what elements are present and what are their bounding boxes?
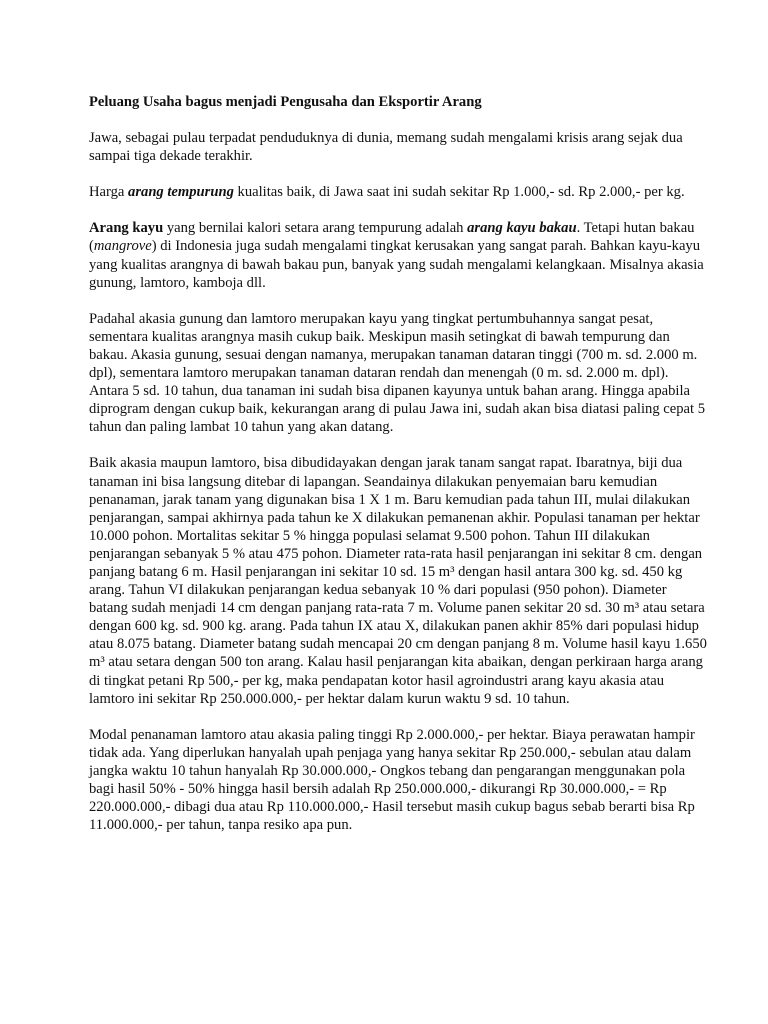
p2-emphasis-arang-tempurung: arang tempurung [128, 184, 234, 201]
paragraph-3 [89, 219, 709, 291]
p3-emphasis-mangrove: mangrove [93, 238, 152, 255]
paragraph-2 [89, 183, 709, 201]
document-page [89, 93, 709, 852]
paragraph-5: Baik akasia maupun lamtoro, bisa dibudidayakan dengan jarak tanam sangat rapat. Ibaratnya, biji dua tanaman ini bisa langsung ditebar di lapangan. Seandainya dilakukan penyemaian baru kemudian penanaman, jarak tanam yang digunakan bisa 1 X 1 m. Baru kemudian pada tahun III, mulai dilakukan penjarangan, sampai akhirnya pada tahun ke X dilakukan pemanenan akhir. Populasi tanaman per hektar 10.000 pohon. Mortalitas sekitar 5 % hingga populasi selamat 9.500 pohon. Tahun III dilakukan penjarangan sebanyak 5 % atau 475 pohon. Diameter rata-rata hasil penjarangan ini sekitar 8 cm. dengan panjang batang 6 m. Hasil penjarangan ini sekitar 10 sd. 15 m³ dengan hasil antara 300 kg. sd. 450 kg arang. Tahun VI dilakukan penjarangan kedua sebanyak 10 % dari populasi (950 pohon). Diameter batang sudah menjadi 14 cm dengan panjang rata-rata 7 m. Volume panen sekitar 20 sd. 30 m³ atau setara dengan 600 kg. sd. 900 kg. arang. Pada tahun IX atau X, dilakukan panen akhir 85% dari populasi hidup atau 8.075 batang. Diameter batang sudah mencapai 20 cm dengan panjang 8 m. Volume hasil kayu 1.650 m³ atau setara dengan 500 ton arang. Kalau hasil penjarangan kita abaikan, dengan perkiraan harga arang di tingkat petani Rp 500,- per kg, maka pendapatan kotor hasil agroindustri arang kayu akasia atau lamtoro ini sekitar Rp 250.000.000,- per hektar dalam kurun waktu 9 sd. 10 tahun. [89, 455, 707, 707]
p3-text-d: . Tetapi hutan bakau ( [89, 220, 695, 255]
document-title: Peluang Usaha bagus menjadi Pengusaha dan Eksportir Arang [89, 94, 482, 110]
paragraph-6: Modal penanaman lamtoro atau akasia paling tinggi Rp 2.000.000,- per hektar. Biaya perawatan hampir tidak ada. Yang diperlukan hanyalah upah penjaga yang hanya sekitar Rp 250.000,- sebulan atau dalam jangka waktu 10 tahun hanyalah Rp 30.000.000,- Ongkos tebang dan pengarangan menggunakan pola bagi hasil 50% - 50% hingga hasil bersih adalah Rp 250.000.000,- dikurangi Rp 30.000.000,- = Rp 220.000.000,- dibagi dua atau Rp 110.000.000,- Hasil tersebut masih cukup bagus sebab berarti bisa Rp 11.000.000,- per tahun, tanpa resiko apa pun. [89, 726, 695, 834]
paragraph-4: Padahal akasia gunung dan lamtoro merupakan kayu yang tingkat pertumbuhannya sangat pesat, sementara kualitas arangnya masih cukup baik. Meskipun masih setingkat di bawah tempurung dan bakau. Akasia gunung, sesuai dengan namanya, merupakan tanaman dataran tinggi (700 m. sd. 2.000 m. dpl), sementara lamtoro merupakan tanaman dataran rendah dan menengah (0 m. sd. 2.000 m. dpl). Antara 5 sd. 10 tahun, dua tanaman ini sudah bisa dipanen kayunya untuk bahan arang. Hingga apabila diprogram dengan cukup baik, kekurangan arang di pulau Jawa ini, sudah akan bisa diatasi paling cepat 5 tahun dan paling lambat 10 tahun yang akan datang. [89, 310, 705, 436]
p3-emphasis-arang-kayu-bakau: arang kayu bakau [467, 220, 577, 237]
p2-text-c: kualitas baik, di Jawa saat ini sudah sekitar Rp 1.000,- sd. Rp 2.000,- per kg. [233, 184, 685, 201]
p3-text-f: ) di Indonesia juga sudah mengalami tingkat kerusakan yang sangat parah. Bahkan kayu-kayu yang kualitas arangnya di bawah bakau pun, banyak yang sudah mengalami kelangkaan. Misalnya akasia gunung, lamtoro, kamboja dll. [89, 238, 704, 291]
p3-emphasis-arang-kayu: Arang kayu [89, 220, 164, 237]
p2-text-a: Harga [89, 184, 129, 201]
paragraph-1: Jawa, sebagai pulau terpadat penduduknya di dunia, memang sudah mengalami krisis arang sejak dua sampai tiga dekade terakhir. [89, 130, 683, 165]
p3-text-b: yang bernilai kalori setara arang tempurung adalah [163, 220, 468, 237]
